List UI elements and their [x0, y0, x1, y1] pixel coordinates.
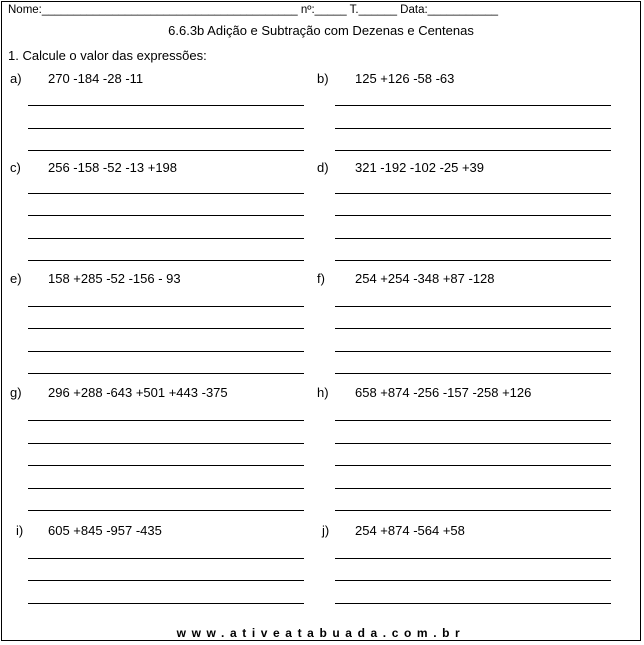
answer-line[interactable] — [28, 488, 304, 489]
answer-line[interactable] — [28, 420, 304, 421]
problem-expression: 658 +874 -256 -157 -258 +126 — [355, 385, 532, 400]
website-footer: www.ativeatabuada.com.br — [176, 626, 466, 640]
problem-expression: 321 -192 -102 -25 +39 — [355, 160, 485, 175]
answer-line[interactable] — [335, 510, 611, 511]
answer-line[interactable] — [335, 128, 611, 129]
problem-expression: 254 +254 -348 +87 -128 — [355, 271, 495, 286]
problem-letter: d) — [317, 160, 329, 175]
answer-line[interactable] — [28, 443, 304, 444]
problem-expression: 125 +126 -58 -63 — [355, 71, 455, 86]
problem-letter: g) — [10, 385, 22, 400]
answer-line[interactable] — [335, 351, 611, 352]
problem-letter: b) — [317, 71, 329, 86]
answer-line[interactable] — [335, 105, 611, 106]
answer-line[interactable] — [335, 328, 611, 329]
answer-line[interactable] — [335, 215, 611, 216]
answer-line[interactable] — [28, 238, 304, 239]
answer-line[interactable] — [28, 510, 304, 511]
answer-line[interactable] — [335, 373, 611, 374]
answer-line[interactable] — [335, 306, 611, 307]
answer-line[interactable] — [28, 128, 304, 129]
problem-expression: 296 +288 -643 +501 +443 -375 — [48, 385, 228, 400]
answer-line[interactable] — [335, 238, 611, 239]
problem-letter: f) — [317, 271, 325, 286]
worksheet — [1, 1, 641, 641]
problem-expression: 254 +874 -564 +58 — [355, 523, 465, 538]
answer-line[interactable] — [335, 558, 611, 559]
answer-line[interactable] — [28, 328, 304, 329]
answer-line[interactable] — [335, 420, 611, 421]
problem-letter: e) — [10, 271, 22, 286]
answer-line[interactable] — [28, 465, 304, 466]
answer-line[interactable] — [335, 603, 611, 604]
problem-letter: a) — [10, 71, 22, 86]
answer-line[interactable] — [28, 580, 304, 581]
answer-line[interactable] — [335, 443, 611, 444]
answer-line[interactable] — [28, 215, 304, 216]
answer-line[interactable] — [28, 558, 304, 559]
problem-expression: 256 -158 -52 -13 +198 — [48, 160, 178, 175]
problem-letter: c) — [10, 160, 21, 175]
answer-line[interactable] — [335, 465, 611, 466]
answer-line[interactable] — [28, 193, 304, 194]
answer-line[interactable] — [28, 150, 304, 151]
answer-line[interactable] — [28, 603, 304, 604]
answer-line[interactable] — [28, 306, 304, 307]
problem-expression: 270 -184 -28 -11 — [48, 71, 144, 86]
answer-line[interactable] — [28, 260, 304, 261]
answer-line[interactable] — [335, 488, 611, 489]
instruction-text: 1. Calcule o valor das expressões: — [8, 48, 207, 63]
problem-letter: j) — [322, 523, 330, 538]
worksheet-title: 6.6.3b Adição e Subtração com Dezenas e Centenas — [168, 23, 474, 38]
problem-expression: 158 +285 -52 -156 - 93 — [48, 271, 181, 286]
problem-letter: i) — [16, 523, 24, 538]
problem-expression: 605 +845 -957 -435 — [48, 523, 162, 538]
answer-line[interactable] — [28, 105, 304, 106]
answer-line[interactable] — [335, 150, 611, 151]
answer-line[interactable] — [28, 351, 304, 352]
answer-line[interactable] — [335, 193, 611, 194]
answer-line[interactable] — [28, 373, 304, 374]
problem-letter: h) — [317, 385, 329, 400]
answer-line[interactable] — [335, 580, 611, 581]
student-info-header: Nome:________________________________________ nº:_____ T.______ Data:___________ — [8, 4, 499, 16]
answer-line[interactable] — [335, 260, 611, 261]
